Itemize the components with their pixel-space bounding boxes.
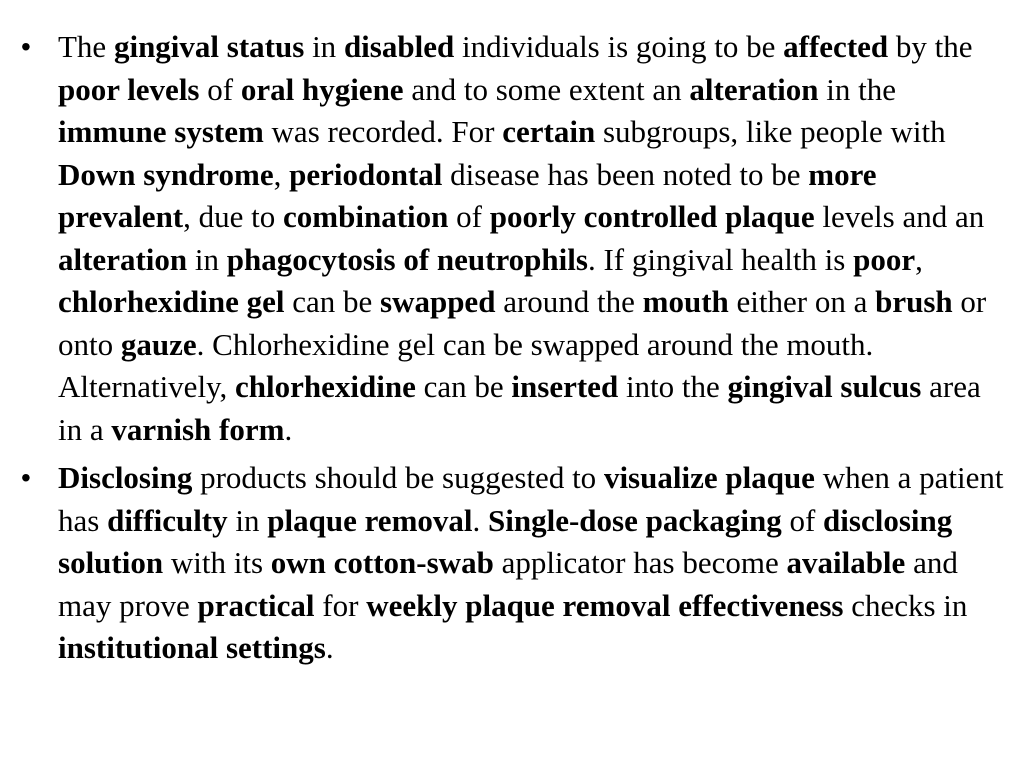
text-segment: . Chlorhexidine gel can be swapped around the mouth. Alternatively,	[58, 326, 874, 404]
bold-text-segment: plaque removal	[267, 502, 473, 538]
bold-text-segment: gingival sulcus	[727, 369, 922, 404]
text-segment: in	[187, 241, 227, 277]
bullet-list	[58, 26, 1006, 676]
bold-text-segment: disabled	[343, 29, 455, 64]
bold-text-segment: chlorhexidine	[235, 369, 416, 404]
bold-text-segment: phagocytosis of neutrophils	[226, 241, 588, 277]
bold-text-segment: chlorhexidine gel	[58, 284, 285, 319]
text-segment: and may prove	[58, 545, 958, 623]
bold-text-segment: poor	[853, 241, 916, 277]
text-segment: , due to	[183, 199, 284, 234]
text-segment: applicator has become	[493, 545, 787, 580]
bold-text-segment: more prevalent	[58, 156, 877, 234]
text-segment: The	[58, 29, 114, 64]
bold-text-segment: combination	[283, 199, 449, 234]
bold-text-segment: periodontal	[289, 156, 443, 192]
bold-text-segment: brush	[875, 284, 953, 319]
bold-text-segment: practical	[197, 587, 315, 623]
text-segment: in	[227, 502, 268, 538]
text-segment: products should be suggested to	[192, 460, 604, 495]
text-segment: was recorded. For	[263, 114, 503, 149]
text-segment: disease has been noted to be	[442, 156, 809, 192]
bold-text-segment: affected	[783, 29, 889, 64]
text-segment: either on a	[728, 284, 876, 319]
text-segment: checks in	[843, 587, 968, 623]
text-segment: around the	[495, 284, 643, 319]
text-segment: subgroups, like people with	[595, 114, 946, 149]
text-segment: can be	[415, 369, 512, 404]
text-segment: levels and an	[814, 199, 985, 234]
text-segment: by the	[888, 29, 973, 64]
text-segment: and to some extent an	[403, 71, 690, 107]
bold-text-segment: own cotton-swab	[270, 545, 494, 580]
text-segment: when a patient has	[58, 460, 1004, 538]
bold-text-segment: gauze	[120, 326, 197, 362]
bold-text-segment: inserted	[511, 369, 619, 404]
bold-text-segment: alteration	[689, 71, 819, 107]
text-segment: in the	[818, 71, 897, 107]
text-segment: or onto	[58, 284, 987, 362]
bold-text-segment: poor levels	[58, 71, 200, 107]
text-segment: .	[325, 630, 334, 665]
text-segment: with its	[163, 545, 271, 580]
bold-text-segment: alteration	[58, 241, 188, 277]
text-segment: can be	[284, 284, 380, 319]
bold-text-segment: certain	[502, 114, 596, 149]
bold-text-segment: Down syndrome	[58, 156, 274, 192]
text-segment: area in a	[58, 369, 981, 447]
bold-text-segment: varnish form	[111, 411, 285, 447]
text-segment: of	[448, 199, 490, 234]
bold-text-segment: poorly controlled plaque	[489, 199, 815, 234]
text-segment: in	[304, 29, 344, 64]
text-segment: individuals is going to be	[454, 29, 784, 64]
text-segment: of	[781, 502, 824, 538]
bold-text-segment: visualize plaque	[603, 460, 815, 495]
bold-text-segment: immune system	[58, 114, 264, 149]
text-segment: .	[472, 502, 489, 538]
text-segment: .	[284, 411, 293, 447]
bold-text-segment: gingival status	[113, 29, 305, 64]
bold-text-segment: mouth	[642, 284, 729, 319]
bold-text-segment: institutional settings	[58, 630, 326, 665]
bold-text-segment: Single-dose packaging	[488, 502, 782, 538]
text-segment: . If gingival health is	[587, 241, 854, 277]
bullet-item-gingival-status	[58, 26, 1006, 451]
text-segment: ,	[915, 241, 923, 277]
text-segment: of	[199, 71, 241, 107]
bold-text-segment: disclosing solution	[58, 502, 953, 580]
bold-text-segment: swapped	[380, 284, 496, 319]
bold-text-segment: Disclosing	[58, 460, 193, 495]
text-segment: for	[314, 587, 367, 623]
bold-text-segment: oral hygiene	[240, 71, 404, 107]
bold-text-segment: available	[786, 545, 906, 580]
bold-text-segment: weekly plaque removal effectiveness	[366, 587, 844, 623]
text-segment: into the	[618, 369, 728, 404]
bullet-item-disclosing-products	[58, 457, 1006, 670]
text-segment: ,	[273, 156, 290, 192]
bold-text-segment: difficulty	[107, 502, 228, 538]
